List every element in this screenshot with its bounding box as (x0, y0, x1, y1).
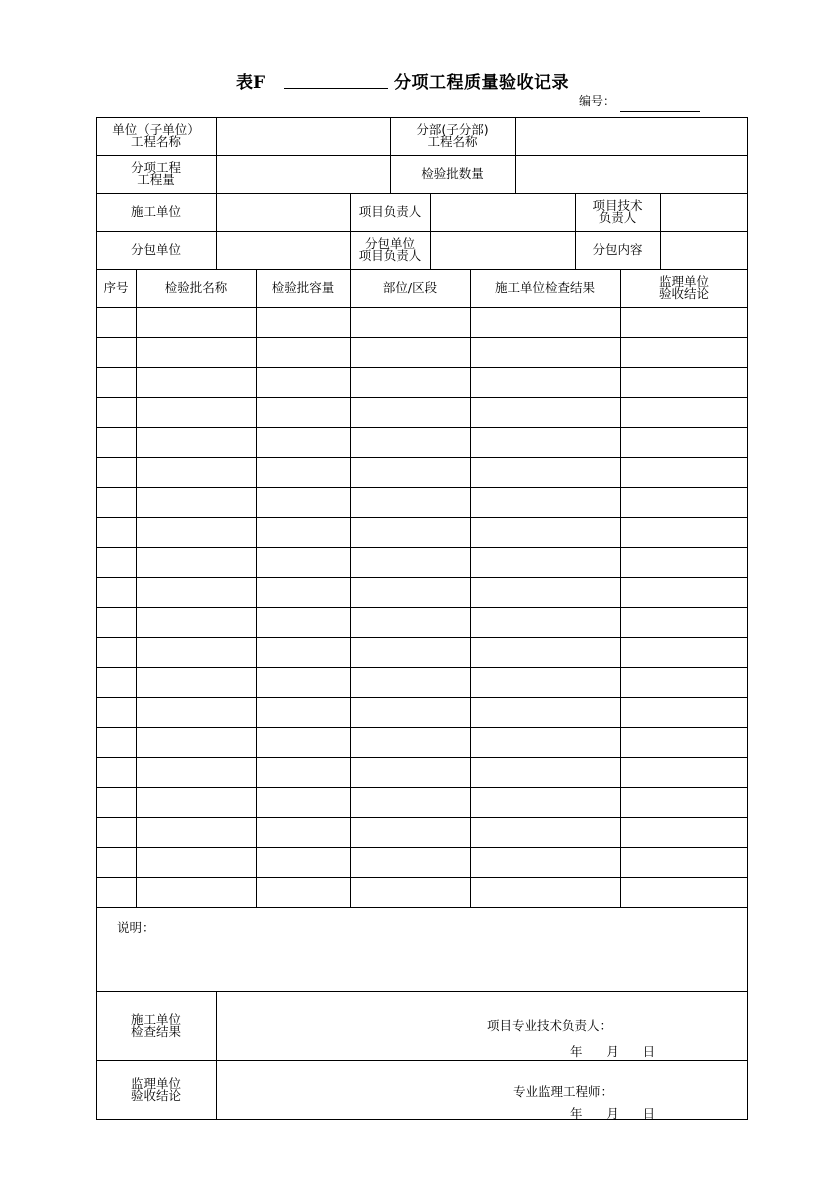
contractor-check-field[interactable] (217, 992, 747, 1059)
table-cell[interactable] (351, 368, 470, 397)
table-row (96, 637, 748, 667)
contractor-check-label: 施工单位 检查结果 (130, 1011, 181, 1039)
table-cell[interactable] (351, 548, 470, 577)
table-cell[interactable] (137, 638, 256, 667)
table-cell[interactable] (97, 428, 136, 457)
table-cell[interactable] (97, 788, 136, 817)
table-cell[interactable] (97, 338, 136, 367)
column-header: 部位/区段 (382, 280, 438, 295)
notes-label: 说明： (117, 920, 155, 935)
table-cell[interactable] (351, 848, 470, 877)
table-row (96, 697, 748, 727)
table-cell[interactable] (471, 668, 620, 697)
table-cell[interactable] (351, 428, 470, 457)
form-number-blank[interactable] (284, 88, 388, 89)
table-cell[interactable] (351, 488, 470, 517)
table-cell[interactable] (471, 518, 620, 547)
table-cell[interactable] (97, 548, 136, 577)
technical-manager-field[interactable] (660, 193, 748, 231)
table-row (96, 397, 748, 427)
table-cell[interactable] (257, 848, 350, 877)
table-cell[interactable] (471, 488, 620, 517)
table-cell[interactable] (351, 398, 470, 427)
table-cell[interactable] (137, 818, 256, 847)
table-cell[interactable] (621, 818, 748, 847)
column-header: 序号 (103, 280, 129, 295)
table-row (96, 517, 748, 547)
unit-project-name-field[interactable] (216, 117, 390, 155)
table-cell[interactable] (257, 668, 350, 697)
serial-number-label: 编号： (579, 94, 616, 108)
table-cell[interactable] (471, 848, 620, 877)
table-cell[interactable] (97, 698, 136, 727)
table-cell[interactable] (621, 428, 748, 457)
table-cell[interactable] (137, 728, 256, 757)
table-cell[interactable] (137, 788, 256, 817)
table-cell[interactable] (471, 878, 620, 907)
table-cell[interactable] (471, 308, 620, 337)
table-row (96, 487, 748, 517)
table-cell[interactable] (137, 458, 256, 487)
table-cell[interactable] (257, 638, 350, 667)
table-cell[interactable] (97, 638, 136, 667)
table-cell[interactable] (137, 548, 256, 577)
table-cell[interactable] (621, 578, 748, 607)
table-cell[interactable] (257, 578, 350, 607)
table-cell[interactable] (97, 518, 136, 547)
table-cell[interactable] (137, 308, 256, 337)
form-number-prefix: 表F (236, 73, 266, 93)
table-cell[interactable] (97, 488, 136, 517)
division-project-name-field[interactable] (515, 117, 748, 155)
table-row (96, 877, 748, 907)
table-cell[interactable] (137, 398, 256, 427)
serial-number-field[interactable] (620, 111, 700, 112)
subcontractor-manager-field[interactable] (430, 231, 575, 269)
table-cell[interactable] (137, 758, 256, 787)
item-quantity-field[interactable] (216, 155, 390, 193)
table-cell[interactable] (471, 788, 620, 817)
table-cell[interactable] (351, 578, 470, 607)
subcontract-content-label: 分包内容 (592, 242, 643, 257)
table-row (96, 337, 748, 367)
table-cell[interactable] (351, 608, 470, 637)
unit-project-name-label: 单位（子单位） 工程名称 (112, 122, 200, 149)
table-row (96, 547, 748, 577)
table-cell[interactable] (621, 368, 748, 397)
table-cell[interactable] (97, 308, 136, 337)
table-cell[interactable] (257, 338, 350, 367)
table-row (96, 367, 748, 397)
table-cell[interactable] (351, 338, 470, 367)
table-cell[interactable] (621, 458, 748, 487)
table-row (96, 757, 748, 787)
table-cell[interactable] (257, 368, 350, 397)
table-row (96, 817, 748, 847)
contractor-field[interactable] (216, 193, 350, 231)
table-cell[interactable] (351, 698, 470, 727)
table-cell[interactable] (97, 458, 136, 487)
table-cell[interactable] (137, 668, 256, 697)
table-cell[interactable] (621, 548, 748, 577)
table-row (96, 577, 748, 607)
table-cell[interactable] (97, 728, 136, 757)
table-cell[interactable] (257, 728, 350, 757)
table-cell[interactable] (97, 398, 136, 427)
table-cell[interactable] (97, 758, 136, 787)
supervisor-date-label: 年 月 日 (570, 1106, 656, 1121)
table-cell[interactable] (621, 878, 748, 907)
table-cell[interactable] (621, 488, 748, 517)
table-cell[interactable] (471, 758, 620, 787)
table-cell[interactable] (257, 458, 350, 487)
table-cell[interactable] (351, 458, 470, 487)
contractor-signer-label: 项目专业技术负责人： (487, 1018, 613, 1033)
table-row (96, 427, 748, 457)
notes-field[interactable] (97, 940, 747, 990)
table-cell[interactable] (257, 518, 350, 547)
column-header: 监理单位 验收结论 (658, 274, 709, 301)
table-row (96, 457, 748, 487)
table-cell[interactable] (351, 308, 470, 337)
table-cell[interactable] (471, 638, 620, 667)
supervisor-signer-label: 专业监理工程师： (513, 1084, 614, 1099)
table-cell[interactable] (257, 608, 350, 637)
table-cell[interactable] (257, 398, 350, 427)
table-cell[interactable] (97, 878, 136, 907)
table-cell[interactable] (621, 398, 748, 427)
subcontract-content-field[interactable] (660, 231, 748, 269)
table-row (96, 727, 748, 757)
table-cell[interactable] (137, 488, 256, 517)
table-cell[interactable] (257, 308, 350, 337)
table-cell[interactable] (471, 428, 620, 457)
table-cell[interactable] (137, 368, 256, 397)
table-cell[interactable] (471, 578, 620, 607)
table-cell[interactable] (257, 788, 350, 817)
table-cell[interactable] (621, 698, 748, 727)
table-cell[interactable] (471, 458, 620, 487)
table-row (96, 847, 748, 877)
supervisor-check-label: 监理单位 验收结论 (130, 1076, 181, 1103)
table-cell[interactable] (621, 758, 748, 787)
table-cell[interactable] (621, 608, 748, 637)
table-cell[interactable] (351, 878, 470, 907)
table-cell[interactable] (137, 338, 256, 367)
table-cell[interactable] (351, 758, 470, 787)
table-cell[interactable] (351, 518, 470, 547)
table-cell[interactable] (137, 878, 256, 907)
table-cell[interactable] (621, 518, 748, 547)
project-manager-label: 项目负责人 (358, 204, 422, 219)
batch-count-label: 检验批数量 (421, 166, 484, 181)
table-cell[interactable] (97, 848, 136, 877)
table-cell[interactable] (351, 818, 470, 847)
table-cell[interactable] (621, 638, 748, 667)
item-quantity-label: 分项工程 工程量 (130, 160, 181, 187)
table-cell[interactable] (137, 848, 256, 877)
table-cell[interactable] (351, 638, 470, 667)
grid-line (96, 907, 748, 908)
subcontractor-manager-label: 分包单位 项目负责人 (358, 236, 422, 263)
table-cell[interactable] (257, 428, 350, 457)
contractor-label: 施工单位 (130, 204, 181, 219)
contractor-date-label: 年 月 日 (570, 1044, 656, 1059)
table-cell[interactable] (137, 518, 256, 547)
table-cell[interactable] (137, 698, 256, 727)
table-cell[interactable] (257, 818, 350, 847)
table-cell[interactable] (97, 608, 136, 637)
table-cell[interactable] (471, 608, 620, 637)
batch-count-field[interactable] (515, 155, 748, 193)
table-cell[interactable] (351, 788, 470, 817)
table-cell[interactable] (97, 578, 136, 607)
table-cell[interactable] (97, 818, 136, 847)
supervisor-check-field[interactable] (217, 1061, 747, 1119)
table-cell[interactable] (257, 488, 350, 517)
table-cell[interactable] (257, 548, 350, 577)
table-cell[interactable] (97, 368, 136, 397)
table-cell[interactable] (621, 668, 748, 697)
page-title: 分项工程质量验收记录 (394, 73, 569, 93)
table-cell[interactable] (471, 338, 620, 367)
subcontractor-label: 分包单位 (130, 242, 181, 257)
table-cell[interactable] (471, 818, 620, 847)
table-row (96, 667, 748, 697)
table-cell[interactable] (97, 668, 136, 697)
table-cell[interactable] (257, 878, 350, 907)
table-cell[interactable] (137, 578, 256, 607)
table-cell[interactable] (471, 398, 620, 427)
column-header: 检验批容量 (271, 280, 335, 295)
table-cell[interactable] (621, 788, 748, 817)
table-cell[interactable] (621, 728, 748, 757)
technical-manager-label: 项目技术 负责人 (592, 198, 643, 225)
table-row (96, 787, 748, 817)
table-cell[interactable] (351, 668, 470, 697)
table-cell[interactable] (137, 428, 256, 457)
table-cell[interactable] (257, 758, 350, 787)
table-cell[interactable] (351, 728, 470, 757)
table-cell[interactable] (621, 308, 748, 337)
table-cell[interactable] (471, 548, 620, 577)
division-project-name-label: 分部(子分部) 工程名称 (416, 122, 489, 149)
table-cell[interactable] (621, 848, 748, 877)
table-cell[interactable] (471, 728, 620, 757)
project-manager-field[interactable] (430, 193, 575, 231)
subcontractor-field[interactable] (216, 231, 350, 269)
table-cell[interactable] (137, 608, 256, 637)
table-cell[interactable] (257, 698, 350, 727)
table-cell[interactable] (471, 698, 620, 727)
table-cell[interactable] (471, 368, 620, 397)
column-header: 检验批名称 (164, 280, 228, 295)
table-cell[interactable] (621, 338, 748, 367)
column-header: 施工单位检查结果 (494, 280, 595, 295)
table-row (96, 307, 748, 337)
table-row (96, 607, 748, 637)
